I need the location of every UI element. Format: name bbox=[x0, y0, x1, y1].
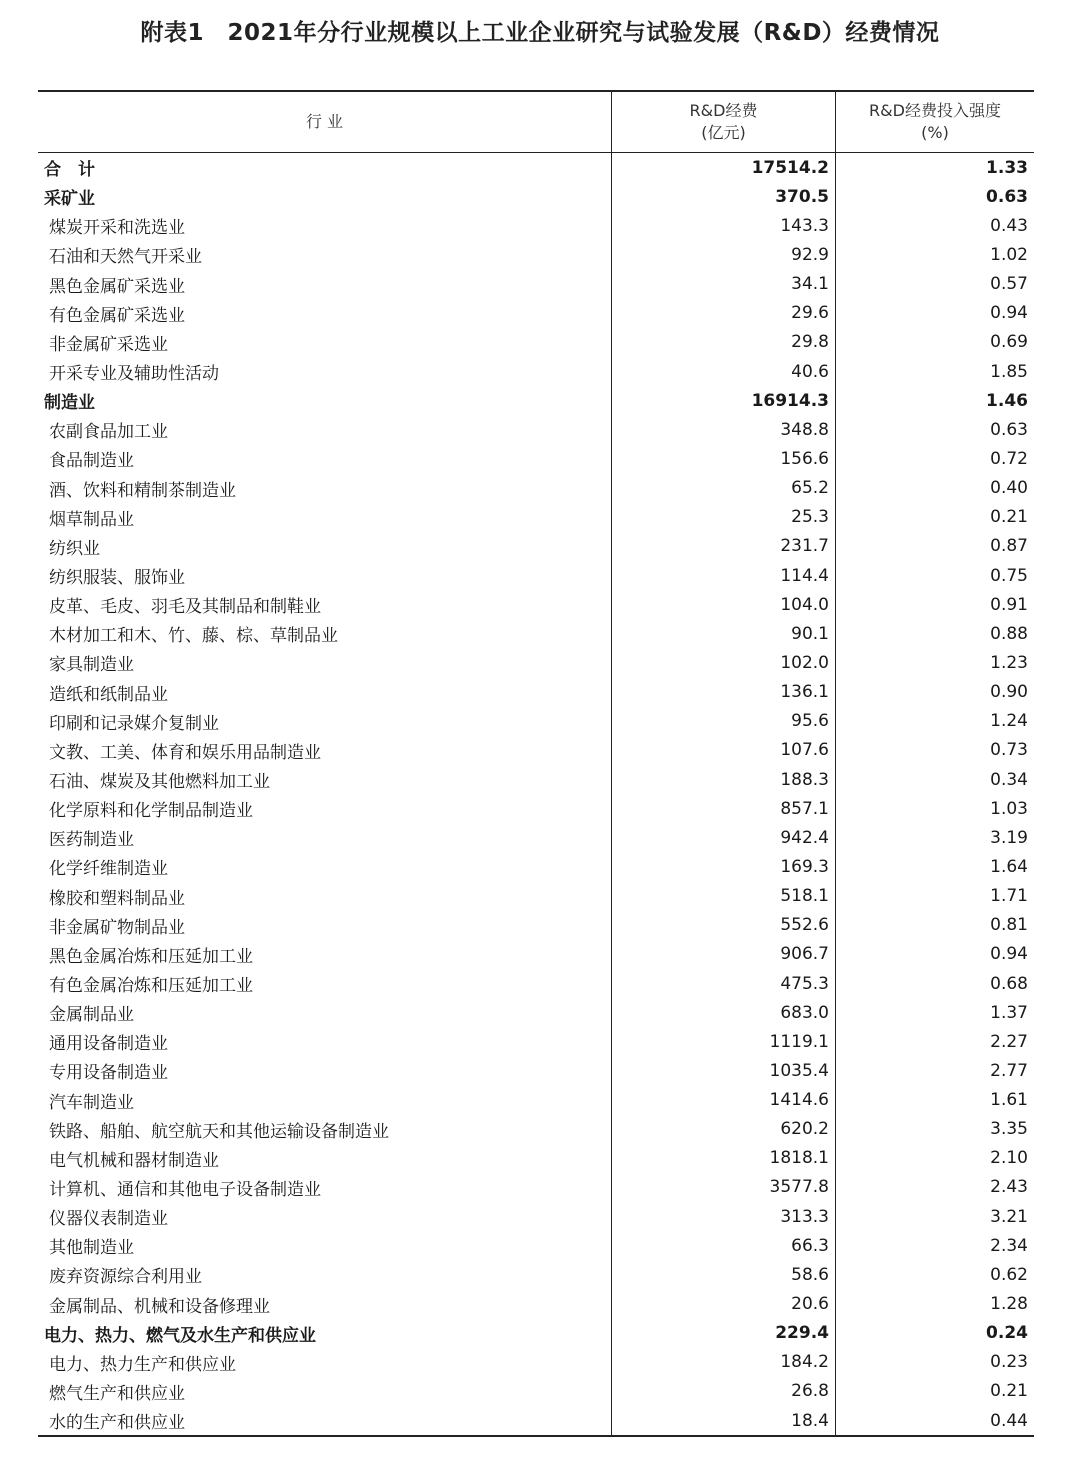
rd-expenditure-value: 1818.1 bbox=[611, 1144, 835, 1173]
header-intensity-line1: R&D经费投入强度 bbox=[869, 101, 1001, 120]
industry-name: 酒、饮料和精制茶制造业 bbox=[49, 480, 236, 501]
header-industry bbox=[38, 92, 611, 152]
industry-name: 烟草制品业 bbox=[49, 509, 134, 530]
rd-expenditure-value: 107.6 bbox=[611, 736, 835, 765]
table-body bbox=[38, 153, 1034, 1435]
rd-intensity-value: 0.21 bbox=[835, 1377, 1034, 1406]
rd-intensity-value: 0.68 bbox=[835, 969, 1034, 998]
industry-name: 专用设备制造业 bbox=[49, 1063, 168, 1084]
rd-expenditure-value: 136.1 bbox=[611, 678, 835, 707]
industry-name: 皮革、毛皮、羽毛及其制品和制鞋业 bbox=[49, 597, 321, 618]
rd-intensity-value: 1.28 bbox=[835, 1289, 1034, 1318]
rd-intensity-value: 0.63 bbox=[835, 182, 1034, 211]
rd-intensity-value: 0.94 bbox=[835, 299, 1034, 328]
rd-intensity-value: 0.91 bbox=[835, 590, 1034, 619]
rd-intensity-value: 0.21 bbox=[835, 503, 1034, 532]
rd-expenditure-value: 18.4 bbox=[611, 1406, 835, 1435]
table-row bbox=[38, 882, 1034, 911]
industry-name: 医药制造业 bbox=[49, 830, 134, 851]
rd-intensity-value: 0.44 bbox=[835, 1406, 1034, 1435]
table-row bbox=[38, 707, 1034, 736]
table-header bbox=[38, 92, 1034, 153]
industry-name: 木材加工和木、竹、藤、棕、草制品业 bbox=[49, 626, 338, 647]
table-row bbox=[38, 1202, 1034, 1231]
rd-expenditure-value: 16914.3 bbox=[611, 386, 835, 415]
rd-expenditure-value: 184.2 bbox=[611, 1348, 835, 1377]
rd-expenditure-value: 156.6 bbox=[611, 444, 835, 473]
rd-expenditure-value: 102.0 bbox=[611, 648, 835, 677]
rd-intensity-value: 0.62 bbox=[835, 1260, 1034, 1289]
table-row bbox=[38, 969, 1034, 998]
industry-name: 非金属矿采选业 bbox=[49, 334, 168, 355]
rd-expenditure-value: 518.1 bbox=[611, 882, 835, 911]
industry-name: 电力、热力、燃气及水生产和供应业 bbox=[44, 1325, 316, 1346]
rd-expenditure-value: 25.3 bbox=[611, 503, 835, 532]
industry-name: 印刷和记录媒介复制业 bbox=[49, 713, 219, 734]
table-row bbox=[38, 240, 1034, 269]
industry-name: 制造业 bbox=[44, 393, 95, 414]
rd-expenditure-value: 143.3 bbox=[611, 211, 835, 240]
rd-intensity-value: 2.77 bbox=[835, 1056, 1034, 1085]
rd-expenditure-value: 29.8 bbox=[611, 328, 835, 357]
rd-expenditure-value: 683.0 bbox=[611, 998, 835, 1027]
table-row bbox=[38, 998, 1034, 1027]
table-row bbox=[38, 590, 1034, 619]
rd-intensity-value: 2.43 bbox=[835, 1173, 1034, 1202]
rd-intensity-value: 0.81 bbox=[835, 911, 1034, 940]
rd-expenditure-value: 188.3 bbox=[611, 765, 835, 794]
table-row bbox=[38, 619, 1034, 648]
table-row bbox=[38, 1348, 1034, 1377]
rd-intensity-value: 2.34 bbox=[835, 1231, 1034, 1260]
industry-name: 计算机、通信和其他电子设备制造业 bbox=[49, 1179, 321, 1200]
rd-expenditure-value: 169.3 bbox=[611, 852, 835, 881]
rd-expenditure-value: 370.5 bbox=[611, 182, 835, 211]
industry-name: 通用设备制造业 bbox=[49, 1034, 168, 1055]
table-row bbox=[38, 182, 1034, 211]
table-row bbox=[38, 1144, 1034, 1173]
rd-expenditure-value: 40.6 bbox=[611, 357, 835, 386]
industry-name: 纺织服装、服饰业 bbox=[49, 568, 185, 589]
page-title: 附表1 2021年分行业规模以上工业企业研究与试验发展（R&D）经费情况 bbox=[140, 20, 940, 46]
table-row bbox=[38, 561, 1034, 590]
industry-name: 废弃资源综合利用业 bbox=[49, 1267, 202, 1288]
rd-intensity-value: 3.21 bbox=[835, 1202, 1034, 1231]
table-row bbox=[38, 357, 1034, 386]
header-intensity-line2: (%) bbox=[921, 123, 949, 142]
rd-expenditure-value: 3577.8 bbox=[611, 1173, 835, 1202]
table-row bbox=[38, 794, 1034, 823]
rd-intensity-value: 2.27 bbox=[835, 1027, 1034, 1056]
table-row bbox=[38, 328, 1034, 357]
industry-name: 有色金属矿采选业 bbox=[49, 305, 185, 326]
industry-name: 化学纤维制造业 bbox=[49, 859, 168, 880]
rd-intensity-value: 0.40 bbox=[835, 474, 1034, 503]
rd-expenditure-value: 34.1 bbox=[611, 270, 835, 299]
rd-expenditure-value: 229.4 bbox=[611, 1319, 835, 1348]
rd-intensity-value: 1.37 bbox=[835, 998, 1034, 1027]
rd-intensity-value: 1.64 bbox=[835, 852, 1034, 881]
table-row bbox=[38, 1173, 1034, 1202]
table-row bbox=[38, 1289, 1034, 1318]
table-row bbox=[38, 1086, 1034, 1115]
rd-intensity-value: 0.72 bbox=[835, 444, 1034, 473]
rd-intensity-value: 1.85 bbox=[835, 357, 1034, 386]
industry-name: 电气机械和器材制造业 bbox=[49, 1150, 219, 1171]
table-row bbox=[38, 1115, 1034, 1144]
industry-name: 黑色金属矿采选业 bbox=[49, 276, 185, 297]
rd-intensity-value: 1.61 bbox=[835, 1086, 1034, 1115]
rd-intensity-value: 3.35 bbox=[835, 1115, 1034, 1144]
table-row bbox=[38, 386, 1034, 415]
rd-expenditure-value: 857.1 bbox=[611, 794, 835, 823]
table-row bbox=[38, 823, 1034, 852]
industry-name: 石油和天然气开采业 bbox=[49, 247, 202, 268]
rd-intensity-value: 0.57 bbox=[835, 270, 1034, 299]
industry-name: 家具制造业 bbox=[49, 655, 134, 676]
rd-intensity-value: 0.90 bbox=[835, 678, 1034, 707]
table-row bbox=[38, 299, 1034, 328]
rd-intensity-value: 1.02 bbox=[835, 240, 1034, 269]
rd-intensity-value: 0.24 bbox=[835, 1319, 1034, 1348]
header-industry-label: 行 业 bbox=[305, 112, 344, 131]
rd-expenditure-value: 1414.6 bbox=[611, 1086, 835, 1115]
industry-name: 煤炭开采和洗选业 bbox=[49, 218, 185, 239]
rd-intensity-value: 0.87 bbox=[835, 532, 1034, 561]
rd-intensity-value: 0.63 bbox=[835, 415, 1034, 444]
table-row bbox=[38, 1377, 1034, 1406]
rd-expenditure-value: 92.9 bbox=[611, 240, 835, 269]
industry-name: 仪器仪表制造业 bbox=[49, 1209, 168, 1230]
header-rd-expenditure bbox=[611, 92, 835, 152]
table-row bbox=[38, 736, 1034, 765]
rd-intensity-value: 1.03 bbox=[835, 794, 1034, 823]
rd-intensity-value: 1.24 bbox=[835, 707, 1034, 736]
rd-expenditure-value: 1035.4 bbox=[611, 1056, 835, 1085]
rd-expenditure-value: 17514.2 bbox=[611, 153, 835, 182]
industry-name: 铁路、船舶、航空航天和其他运输设备制造业 bbox=[49, 1121, 389, 1142]
table-row bbox=[38, 532, 1034, 561]
table-row bbox=[38, 1231, 1034, 1260]
rd-expenditure-value: 475.3 bbox=[611, 969, 835, 998]
rd-intensity-value: 1.46 bbox=[835, 386, 1034, 415]
rd-expenditure-value: 20.6 bbox=[611, 1289, 835, 1318]
table-row bbox=[38, 678, 1034, 707]
rd-intensity-value: 1.33 bbox=[835, 153, 1034, 182]
rd-expenditure-value: 942.4 bbox=[611, 823, 835, 852]
industry-name: 采矿业 bbox=[44, 189, 95, 210]
table-row bbox=[38, 270, 1034, 299]
industry-name: 食品制造业 bbox=[49, 451, 134, 472]
industry-name: 金属制品、机械和设备修理业 bbox=[49, 1296, 270, 1317]
rd-expenditure-value: 231.7 bbox=[611, 532, 835, 561]
industry-name: 农副食品加工业 bbox=[49, 422, 168, 443]
rd-table bbox=[38, 90, 1034, 1437]
rd-expenditure-value: 348.8 bbox=[611, 415, 835, 444]
industry-name: 化学原料和化学制品制造业 bbox=[49, 801, 253, 822]
industry-name: 开采专业及辅助性活动 bbox=[49, 364, 219, 385]
header-rd-line2: (亿元) bbox=[701, 123, 746, 142]
industry-name: 石油、煤炭及其他燃料加工业 bbox=[49, 772, 270, 793]
table-row bbox=[38, 153, 1034, 182]
industry-name: 水的生产和供应业 bbox=[49, 1413, 185, 1434]
rd-expenditure-value: 104.0 bbox=[611, 590, 835, 619]
industry-name: 橡胶和塑料制品业 bbox=[49, 888, 185, 909]
rd-intensity-value: 0.75 bbox=[835, 561, 1034, 590]
rd-expenditure-value: 26.8 bbox=[611, 1377, 835, 1406]
table-row bbox=[38, 1406, 1034, 1435]
industry-name: 汽车制造业 bbox=[49, 1092, 134, 1113]
rd-intensity-value: 1.23 bbox=[835, 648, 1034, 677]
industry-name: 其他制造业 bbox=[49, 1238, 134, 1259]
table-row bbox=[38, 503, 1034, 532]
table-row bbox=[38, 940, 1034, 969]
rd-intensity-value: 0.88 bbox=[835, 619, 1034, 648]
table-row bbox=[38, 474, 1034, 503]
rd-expenditure-value: 29.6 bbox=[611, 299, 835, 328]
rd-expenditure-value: 58.6 bbox=[611, 1260, 835, 1289]
rd-intensity-value: 0.73 bbox=[835, 736, 1034, 765]
industry-name: 电力、热力生产和供应业 bbox=[49, 1354, 236, 1375]
rd-intensity-value: 0.23 bbox=[835, 1348, 1034, 1377]
table-row bbox=[38, 444, 1034, 473]
rd-expenditure-value: 313.3 bbox=[611, 1202, 835, 1231]
table-row bbox=[38, 1260, 1034, 1289]
rd-intensity-value: 0.69 bbox=[835, 328, 1034, 357]
rd-expenditure-value: 1119.1 bbox=[611, 1027, 835, 1056]
rd-expenditure-value: 906.7 bbox=[611, 940, 835, 969]
industry-name: 非金属矿物制品业 bbox=[49, 917, 185, 938]
rd-intensity-value: 3.19 bbox=[835, 823, 1034, 852]
rd-expenditure-value: 620.2 bbox=[611, 1115, 835, 1144]
rd-expenditure-value: 65.2 bbox=[611, 474, 835, 503]
rd-intensity-value: 0.34 bbox=[835, 765, 1034, 794]
rd-expenditure-value: 90.1 bbox=[611, 619, 835, 648]
industry-name: 有色金属冶炼和压延加工业 bbox=[49, 976, 253, 996]
rd-intensity-value: 0.43 bbox=[835, 211, 1034, 240]
table-row bbox=[38, 765, 1034, 794]
industry-name: 金属制品业 bbox=[49, 1005, 134, 1026]
rd-intensity-value: 2.10 bbox=[835, 1144, 1034, 1173]
table-row bbox=[38, 211, 1034, 240]
industry-name: 纺织业 bbox=[49, 538, 100, 559]
rd-expenditure-value: 95.6 bbox=[611, 707, 835, 736]
industry-name: 造纸和纸制品业 bbox=[49, 684, 168, 705]
industry-name: 合 计 bbox=[44, 160, 95, 181]
table-row bbox=[38, 852, 1034, 881]
header-rd-line1: R&D经费 bbox=[689, 101, 758, 120]
industry-name: 文教、工美、体育和娱乐用品制造业 bbox=[49, 742, 321, 763]
table-row bbox=[38, 1056, 1034, 1085]
industry-name: 燃气生产和供应业 bbox=[49, 1383, 185, 1404]
header-rd-intensity bbox=[835, 92, 1034, 152]
rd-expenditure-value: 66.3 bbox=[611, 1231, 835, 1260]
table-row bbox=[38, 415, 1034, 444]
table-row bbox=[38, 911, 1034, 940]
rd-expenditure-value: 552.6 bbox=[611, 911, 835, 940]
table-row bbox=[38, 1027, 1034, 1056]
rd-expenditure-value: 114.4 bbox=[611, 561, 835, 590]
industry-name: 黑色金属冶炼和压延加工业 bbox=[49, 946, 253, 967]
rd-intensity-value: 0.94 bbox=[835, 940, 1034, 969]
table-row bbox=[38, 1319, 1034, 1348]
table-row bbox=[38, 648, 1034, 677]
rd-intensity-value: 1.71 bbox=[835, 882, 1034, 911]
